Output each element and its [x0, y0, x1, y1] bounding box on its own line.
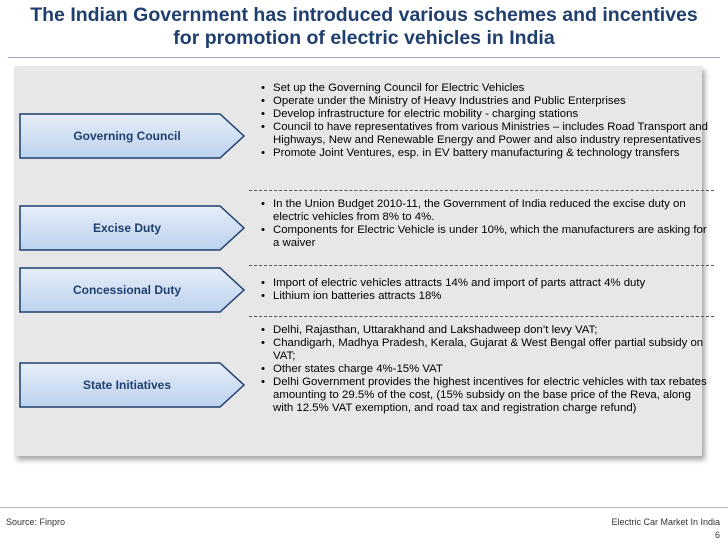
page-number: 6 [714, 530, 720, 540]
slide-title-line-1: The Indian Government has introduced various schemes and incentives [30, 4, 698, 26]
label-arrow-concessional-duty [14, 266, 249, 314]
bullet-list [259, 277, 711, 303]
section-excise-duty [14, 198, 714, 258]
bullet-item: • Lithium ion batteries attracts 18% [259, 290, 711, 303]
footer-divider [0, 507, 728, 508]
label-arrow-state-initiatives [14, 361, 249, 409]
bullet-item: • Set up the Governing Council for Electric Vehicles [259, 82, 711, 95]
bullet-item: • Delhi Government provides the highest incentives for electric vehicles with tax rebates amounting to 29.5% of the cost, (15% subsidy on the base price of the Reva, along with 12.5% VAT exemption, and road tax and registration charge refund) [259, 376, 711, 415]
bullet-item: • Other states charge 4%-15% VAT [259, 363, 711, 376]
bullet-item: • Develop infrastructure for electric mobility - charging stations [259, 108, 711, 121]
section-governing-council [14, 82, 714, 190]
section-separator [249, 265, 714, 266]
bullet-item: • Components for Electric Vehicle is under 10%, which the manufacturers are asking for a waiver [259, 224, 711, 250]
section-separator [249, 316, 714, 317]
section-label: Excise Duty [92, 221, 162, 235]
section-state-initiatives [14, 324, 714, 446]
bullet-item: • Delhi, Rajasthan, Uttarakhand and Lakshadweep don’t levy VAT; [259, 324, 711, 337]
section-label: Concessional Duty [72, 283, 182, 297]
section-separator [249, 190, 714, 191]
bullet-item: • Operate under the Ministry of Heavy Industries and Public Enterprises [259, 95, 711, 108]
content-panel [14, 66, 708, 456]
label-arrow-governing-council [14, 112, 249, 160]
bullet-item: • In the Union Budget 2010-11, the Government of India reduced the excise duty on electric vehicles from 8% to 4%. [259, 198, 711, 224]
bullet-item: • Import of electric vehicles attracts 14% and import of parts attract 4% duty [259, 277, 711, 290]
title-divider [8, 57, 720, 58]
source-note: Source: Finpro [6, 517, 66, 527]
section-label: State Initiatives [82, 378, 172, 392]
label-arrow-excise-duty [14, 204, 249, 252]
slide-title [6, 4, 722, 50]
slide-title-line-2: for promotion of electric vehicles in India [173, 27, 555, 49]
bullet-item: • Chandigarh, Madhya Pradesh, Kerala, Gujarat & West Bengal offer partial subsidy on VAT; [259, 337, 711, 363]
bullet-list [259, 198, 711, 250]
section-concessional-duty [14, 275, 714, 305]
section-label: Governing Council [73, 129, 181, 143]
bullet-list [259, 324, 711, 415]
bullet-item: • Promote Joint Ventures, esp. in EV battery manufacturing & technology transfers [259, 147, 711, 160]
bullet-list [259, 82, 711, 160]
bullet-item: • Council to have representatives from various Ministries – includes Road Transport and Highways, New and Renewable Energy and Power and also industry representatives [259, 121, 711, 147]
deck-name: Electric Car Market In India [611, 517, 720, 527]
